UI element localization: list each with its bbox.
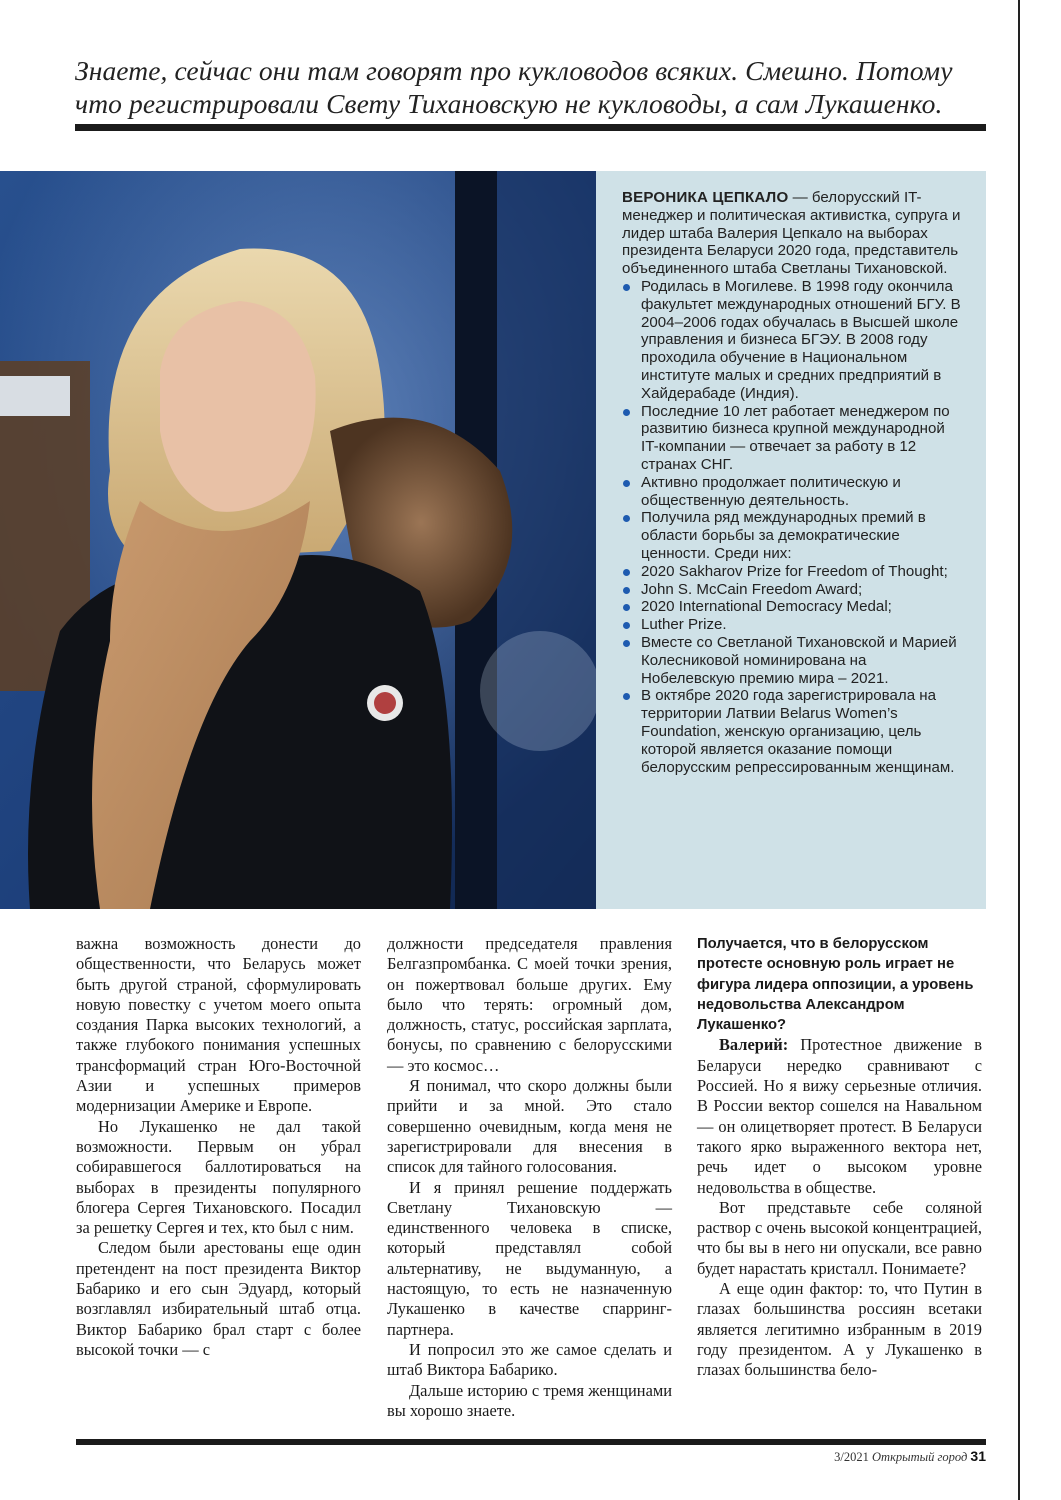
bio-item: Вместе со Светланой Тихановской и Марией Колесниковой номинирована на Нобелевскую премию мира – 2021. (622, 634, 964, 687)
page-edge-rule (1018, 0, 1020, 1500)
footer-rule (76, 1439, 986, 1445)
paragraph: важна возможность донести до общественности, что Беларусь может быть другой страной, сформулировать новую повестку с учетом моего опыта создания Парка высоких технологий, а также глубокого понимания успешных трансформаций стран Юго-Восточной Азии и успешных примеров модернизации Америке и Европе. (76, 934, 361, 1116)
bio-item: 2020 International Democracy Medal; (622, 598, 964, 616)
paragraph: А еще один фактор: то, что Путин в глазах большинства россиян всетаки является легитимно избранным в 2019 году президентом. А у Лукашенко в глазах большинства бело- (697, 1279, 982, 1380)
bio-sidebar (596, 171, 986, 909)
page-footer (834, 1448, 986, 1465)
bio-intro (622, 189, 964, 278)
pull-quote-line: что регистрировали Свету Тихановскую не кукловоды, а сам Лукашенко. (75, 88, 943, 119)
bio-item: Родилась в Могилеве. В 1998 году окончила факультет международных отношений БГУ. В 2004–2006 годах обучалась в Высшей школе управления и бизнеса БГЭУ. В 2008 году проходила обучение в Национальном институте малых и средних предприятий в Хайдерабаде (Индия). (622, 278, 964, 403)
article-column-3 (697, 934, 982, 1381)
interview-question: Получается, что в белорусском протесте основную роль играет не фигура лидера оппозиции, а уровень недовольства Александром Лукашенко? (697, 936, 974, 1034)
article-column-2 (387, 934, 672, 1421)
answer-text: Протестное движение в Беларуси нередко сравнивают с Россией. Но я вижу серьезные отличия. В России вектор сошелся на Навальном — он олицетворяет протест. В Беларуси такого ярко выраженного вектора нет, речь идет о высоком уровне недовольства в обществе. (697, 1035, 982, 1197)
article-column-1 (76, 934, 361, 1360)
portrait-photo (0, 171, 596, 909)
paragraph (697, 1035, 982, 1197)
bio-item: Активно продолжает политическую и общественную деятельность. (622, 474, 964, 510)
pull-quote (75, 54, 990, 120)
bio-item: John S. McCain Freedom Award; (622, 581, 964, 599)
paragraph: И я принял решение поддержать Светлану Тихановскую — единственного человека в списке, который представлял собой альтернативу, не выдуманную, а настоящую, то есть не назначенную Лукашенко в качестве спарринг-партнера. (387, 1177, 672, 1339)
issue-number: 3/2021 (834, 1450, 869, 1464)
bio-item: Получила ряд международных премий в области борьбы за демократические ценности. Среди них: (622, 509, 964, 562)
bio-list (622, 278, 964, 776)
paragraph: Но Лукашенко не дал такой возможности. Первым он убрал собиравшегося баллотироваться на выборах в президенты популярного блогера Сергея Тихановского. Посадил за решетку Сергея и тех, кто был с ним. (76, 1116, 361, 1238)
bio-name: ВЕРОНИКА ЦЕПКАЛО (622, 189, 789, 206)
paragraph: Я понимал, что скоро должны были прийти и за мной. Это стало совершенно очевидным, когда меня не зарегистрировали для внесения в список для тайного голосования. (387, 1076, 672, 1177)
bio-item: Luther Prize. (622, 616, 964, 634)
paragraph: И попросил это же самое сделать и штаб Виктора Бабарико. (387, 1339, 672, 1380)
paragraph: Вот представьте себе соляной раствор с очень высокой концентрацией, что бы вы в него ни опускали, все равно будет нарастать кристалл. Понимаете? (697, 1197, 982, 1278)
paragraph: Следом были арестованы еще один претендент на пост президента Виктор Бабарико и его сын Эдуард, который возглавлял избирательный штаб отца. Виктор Бабарико брал старт с более высокой точки — с (76, 1238, 361, 1359)
bio-intro-text: — белорусский IT-менеджер и политическая активистка, супруга и лидер штаба Валерия Цепкало на выборах президента Беларуси 2020 года, представитель объединенного штаба Светланы Тихановской. (622, 189, 961, 278)
speaker-label: Валерий: (719, 1035, 789, 1055)
bio-item: В октябре 2020 года зарегистрировала на территории Латвии Belarus Women’s Foundation, женскую организацию, цель которой является оказание помощи белорусским репрессированным женщинам. (622, 687, 964, 776)
page-number: 31 (970, 1448, 986, 1464)
pull-quote-line: Знаете, сейчас они там говорят про кукловодов всяких. Смешно. Потому (75, 55, 953, 86)
magazine-name: Открытый город (872, 1450, 968, 1464)
bio-item: 2020 Sakharov Prize for Freedom of Thought; (622, 563, 964, 581)
paragraph: должности председателя правления Белгазпромбанка. С моей точки зрения, он пожертвовал больше других. Ему было что терять: огромный дом, должность, статус, российская зарплата, бонусы, по сравнению с белорусскими — это космос… (387, 934, 672, 1075)
pull-quote-rule (75, 124, 986, 131)
bio-item: Последние 10 лет работает менеджером по развитию бизнеса крупной международной IT-компании — отвечает за работу в 12 странах СНГ. (622, 403, 964, 474)
paragraph: Дальше историю с тремя женщинами вы хорошо знаете. (387, 1380, 672, 1420)
